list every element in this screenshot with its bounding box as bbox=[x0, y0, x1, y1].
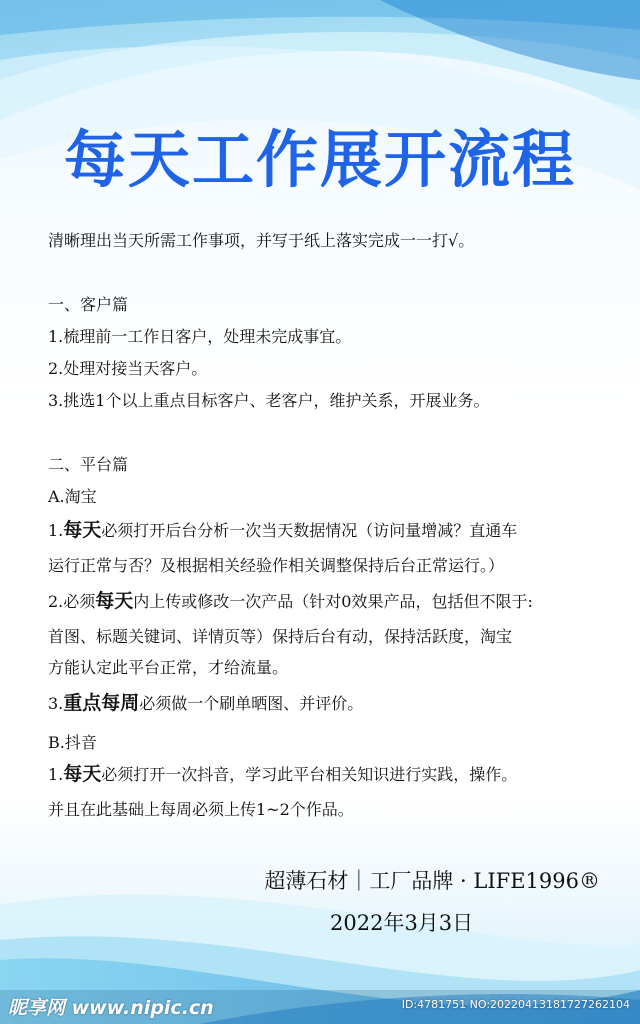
taobao-item-1-cont: 运行正常与否？及根据相关经验作相关调整保持后台正常运行。） bbox=[48, 556, 505, 575]
taobao-item-3 bbox=[48, 693, 608, 714]
footer-date: 2022年3月3日 bbox=[330, 911, 474, 935]
customer-item-2: 2.处理对接当天客户。 bbox=[48, 359, 208, 378]
douyin-label: B.抖音 bbox=[48, 733, 97, 752]
taobao-label: A.淘宝 bbox=[48, 487, 97, 506]
douyin-item-1 bbox=[48, 764, 608, 785]
item-text: 必须做一个刷单晒图、并评价。 bbox=[139, 694, 364, 713]
douyin-item-1-cont: 并且在此基础上每周必须上传1~2个作品。 bbox=[48, 800, 354, 819]
item-number: 3. bbox=[48, 694, 64, 713]
footer-brand: 超薄石材｜工厂品牌 · LIFE1996® bbox=[264, 869, 600, 893]
item-text: 必须打开后台分析一次当天数据情况（访问量增减？直通车 bbox=[101, 521, 518, 540]
emphasis-text: 每天 bbox=[63, 763, 102, 785]
item-number: 1. bbox=[48, 765, 64, 784]
emphasis-text: 每天 bbox=[95, 590, 134, 612]
poster-title: 每天工作展开流程 bbox=[63, 123, 576, 196]
watermark-id: ID:4781751 NO:20220413181727262104 bbox=[401, 998, 630, 1011]
taobao-item-2-cont-2: 方能认定此平台正常，才给流量。 bbox=[48, 658, 289, 677]
item-text: 必须打开一次抖音，学习此平台相关知识进行实践，操作。 bbox=[101, 765, 518, 784]
emphasis-text: 每天 bbox=[63, 519, 102, 541]
section-heading-platforms: 二、平台篇 bbox=[48, 455, 129, 474]
item-prefix: 2.必须 bbox=[48, 592, 96, 611]
watermark-logo: 昵享网 www.nipic.cn bbox=[8, 997, 214, 1019]
item-text: 内上传或修改一次产品（针对0效果产品，包括但不限于: bbox=[133, 592, 533, 611]
section-heading-customers: 一、客户篇 bbox=[48, 295, 129, 314]
taobao-item-2-cont-1: 首图、标题关键词、详情页等）保持后台有动，保持活跃度，淘宝 bbox=[48, 627, 513, 646]
customer-item-1: 1.梳理前一工作日客户，处理未完成事宜。 bbox=[48, 327, 352, 346]
item-number: 1. bbox=[48, 521, 64, 540]
taobao-item-2 bbox=[48, 591, 608, 612]
customer-item-3: 3.挑选1个以上重点目标客户、老客户，维护关系，开展业务。 bbox=[48, 391, 490, 410]
taobao-item-1 bbox=[48, 520, 608, 541]
intro-text: 清晰理出当天所需工作事项，并写于纸上落实完成一一打√。 bbox=[48, 231, 475, 250]
emphasis-text: 重点每周 bbox=[63, 692, 140, 714]
